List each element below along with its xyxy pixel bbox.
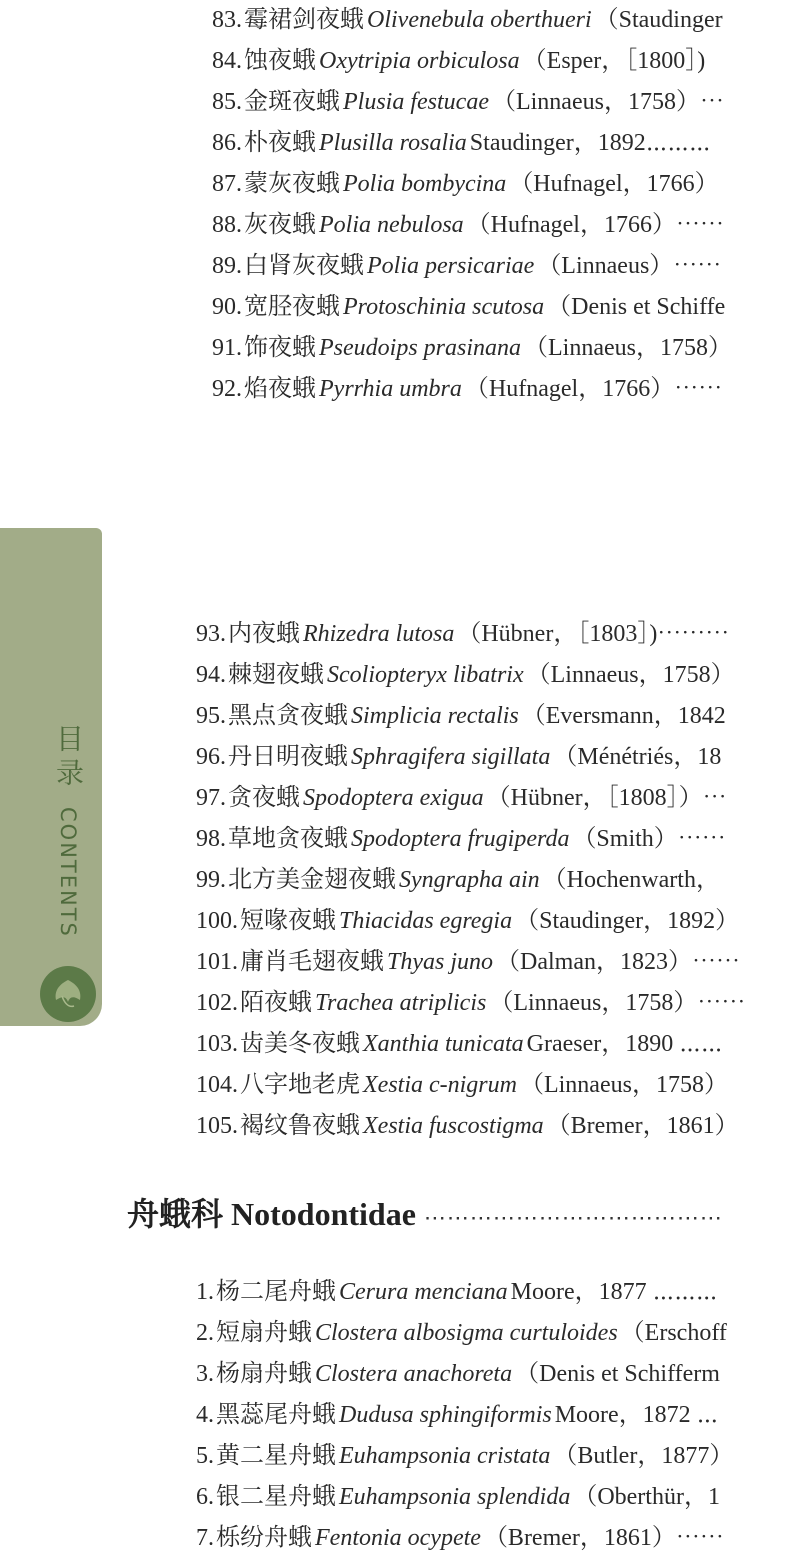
entry-number: 96.	[196, 744, 226, 770]
entry-author: （Hübner，［1808］）⋯	[486, 785, 727, 811]
toc-entry[interactable]	[196, 1070, 728, 1100]
toc-entry[interactable]	[196, 1029, 722, 1059]
entry-number: 105.	[196, 1113, 238, 1139]
entry-scientific-name: Olivenebula oberthueri	[367, 7, 592, 33]
entry-scientific-name: Syngrapha ain	[399, 867, 540, 893]
entry-author: （Staudinger，1892）	[515, 908, 740, 934]
entry-chinese-name: 短扇舟蛾	[216, 1320, 312, 1346]
entry-chinese-name: 饰夜蛾	[244, 335, 316, 361]
entry-number: 101.	[196, 949, 238, 975]
toc-entry[interactable]	[196, 783, 727, 813]
entry-chinese-name: 焰夜蛾	[244, 376, 316, 402]
toc-entry[interactable]	[212, 128, 711, 158]
entry-scientific-name: Plusilla rosalia	[319, 130, 467, 156]
entry-scientific-name: Spodoptera exigua	[303, 785, 484, 811]
toc-entry[interactable]	[196, 1523, 724, 1553]
entry-number: 90.	[212, 294, 242, 320]
entry-chinese-name: 蚀夜蛾	[244, 48, 316, 74]
entry-scientific-name: Dudusa sphingiformis	[339, 1402, 552, 1428]
toc-entry[interactable]	[196, 1400, 718, 1430]
entry-number: 6.	[196, 1484, 214, 1510]
toc-entry[interactable]	[196, 865, 720, 895]
entry-scientific-name: Clostera albosigma curtuloides	[315, 1320, 618, 1346]
entry-scientific-name: Scoliopteryx libatrix	[327, 662, 524, 688]
toc-entry[interactable]	[196, 619, 729, 649]
entry-chinese-name: 黑点贪夜蛾	[228, 703, 348, 729]
entry-scientific-name: Oxytripia orbiculosa	[319, 48, 520, 74]
toc-entry[interactable]	[196, 1482, 720, 1512]
entry-chinese-name: 短喙夜蛾	[240, 908, 336, 934]
entry-scientific-name: Cerura menciana	[339, 1279, 508, 1305]
entry-chinese-name: 蒙灰夜蛾	[244, 171, 340, 197]
toc-entry[interactable]	[212, 5, 723, 35]
toc-entry[interactable]	[196, 660, 735, 690]
entry-number: 103.	[196, 1031, 238, 1057]
entry-chinese-name: 陌夜蛾	[240, 990, 312, 1016]
entry-author: （Dalman，1823）⋯⋯	[496, 949, 740, 975]
entry-author: （Hochenwarth，	[542, 867, 720, 893]
entry-author: Moore，1872 ⋯	[554, 1402, 719, 1428]
entry-scientific-name: Spodoptera frugiperda	[351, 826, 570, 852]
entry-scientific-name: Fentonia ocypete	[315, 1525, 481, 1551]
entry-scientific-name: Rhizedra lutosa	[303, 621, 455, 647]
entry-chinese-name: 北方美金翅夜蛾	[228, 867, 396, 893]
entry-chinese-name: 杨二尾舟蛾	[216, 1279, 336, 1305]
entry-number: 4.	[196, 1402, 214, 1428]
toc-entry[interactable]	[212, 169, 719, 199]
entry-chinese-name: 贪夜蛾	[228, 785, 300, 811]
entry-chinese-name: 齿美冬夜蛾	[240, 1031, 360, 1057]
entry-chinese-name: 八字地老虎	[240, 1072, 360, 1098]
entry-number: 93.	[196, 621, 226, 647]
entry-chinese-name: 杨扇舟蛾	[216, 1361, 312, 1387]
leader-dots: ⋯⋯⋯⋯⋯⋯⋯⋯⋯⋯⋯⋯⋯	[423, 1205, 723, 1230]
toc-entry[interactable]	[196, 1359, 720, 1389]
contents-title-zh: 目录	[52, 724, 85, 792]
entry-number: 5.	[196, 1443, 214, 1469]
entry-author: （Denis et Schifferm	[515, 1361, 720, 1387]
entry-scientific-name: Xestia c-nigrum	[363, 1072, 517, 1098]
entry-scientific-name: Pyrrhia umbra	[319, 376, 462, 402]
entry-number: 91.	[212, 335, 242, 361]
entry-number: 1.	[196, 1279, 214, 1305]
toc-entry[interactable]	[212, 374, 722, 404]
contents-title-en: CONTENTS	[56, 807, 80, 938]
entry-number: 104.	[196, 1072, 238, 1098]
entry-number: 86.	[212, 130, 242, 156]
entry-scientific-name: Pseudoips prasinana	[319, 335, 522, 361]
entry-chinese-name: 金斑夜蛾	[244, 89, 340, 115]
entry-author: （Hufnagel，1766）⋯⋯	[466, 212, 724, 238]
entry-author: （Hübner，［1803］)⋯⋯⋯	[457, 621, 730, 647]
entry-chinese-name: 丹日明夜蛾	[228, 744, 348, 770]
entry-number: 99.	[196, 867, 226, 893]
toc-entry[interactable]	[212, 210, 724, 240]
toc-entry[interactable]	[196, 1277, 717, 1307]
entry-chinese-name: 宽胫夜蛾	[244, 294, 340, 320]
toc-entry[interactable]	[212, 251, 721, 281]
entry-number: 100.	[196, 908, 238, 934]
entry-chinese-name: 霉裙剑夜蛾	[244, 7, 364, 33]
entry-author: （Hufnagel，1766）	[509, 171, 719, 197]
entry-number: 87.	[212, 171, 242, 197]
entry-chinese-name: 黑蕊尾舟蛾	[216, 1402, 336, 1428]
toc-entry[interactable]	[196, 701, 726, 731]
entry-number: 102.	[196, 990, 238, 1016]
entry-scientific-name: Xanthia tunicata	[363, 1031, 524, 1057]
entry-scientific-name: Plusia festucae	[343, 89, 489, 115]
section-title-zh: 舟蛾科	[127, 1196, 224, 1232]
entry-author: （Hufnagel，1766）⋯⋯	[464, 376, 723, 402]
entry-author: （Denis et Schiffe	[547, 294, 726, 320]
toc-entry[interactable]	[196, 1441, 733, 1471]
toc-entry[interactable]	[212, 292, 725, 322]
entry-number: 94.	[196, 662, 226, 688]
entry-chinese-name: 褐纹鲁夜蛾	[240, 1113, 360, 1139]
toc-entry[interactable]	[196, 1111, 739, 1141]
entry-number: 84.	[212, 48, 242, 74]
entry-author: （Linnaeus，1758）	[524, 335, 732, 361]
entry-author: （Smith）⋯⋯	[572, 826, 726, 852]
entry-chinese-name: 银二星舟蛾	[216, 1484, 336, 1510]
entry-number: 88.	[212, 212, 242, 238]
entry-author: （Linnaeus）⋯⋯	[537, 253, 722, 279]
entry-chinese-name: 棘翅夜蛾	[228, 662, 324, 688]
entry-chinese-name: 庸肖毛翅夜蛾	[240, 949, 384, 975]
entry-scientific-name: Thiacidas egregia	[339, 908, 513, 934]
entry-author: Staudinger，1892⋯⋯⋯	[469, 130, 711, 156]
entry-number: 3.	[196, 1361, 214, 1387]
entry-chinese-name: 朴夜蛾	[244, 130, 316, 156]
entry-scientific-name: Polia persicariae	[367, 253, 535, 279]
entry-number: 85.	[212, 89, 242, 115]
toc-entry[interactable]	[196, 906, 739, 936]
entry-chinese-name: 黄二星舟蛾	[216, 1443, 336, 1469]
entry-number: 92.	[212, 376, 242, 402]
entry-scientific-name: Thyas juno	[387, 949, 494, 975]
toc-entry[interactable]	[196, 824, 726, 854]
entry-scientific-name: Euhampsonia cristata	[339, 1443, 551, 1469]
entry-author: （Eversmann，1842	[521, 703, 726, 729]
entry-scientific-name: Sphragifera sigillata	[351, 744, 551, 770]
entry-chinese-name: 草地贪夜蛾	[228, 826, 348, 852]
entry-author: （Ménétriés，18	[553, 744, 722, 770]
toc-entry[interactable]	[196, 988, 745, 1018]
entry-scientific-name: Protoschinia scutosa	[343, 294, 545, 320]
toc-entry[interactable]	[196, 742, 721, 772]
entry-scientific-name: Trachea atriplicis	[315, 990, 487, 1016]
entry-author: （Linnaeus，1758）⋯	[491, 89, 724, 115]
section-heading-notodontidae[interactable]	[127, 1194, 723, 1238]
entry-author: （Bremer，1861）⋯⋯	[483, 1525, 724, 1551]
toc-entry[interactable]	[212, 46, 705, 76]
entry-chinese-name: 白肾灰夜蛾	[244, 253, 364, 279]
entry-author: （Oberthür，1	[573, 1484, 720, 1510]
entry-scientific-name: Xestia fuscostigma	[363, 1113, 544, 1139]
entry-number: 97.	[196, 785, 226, 811]
entry-number: 7.	[196, 1525, 214, 1551]
entry-number: 98.	[196, 826, 226, 852]
entry-number: 2.	[196, 1320, 214, 1346]
entry-chinese-name: 灰夜蛾	[244, 212, 316, 238]
entry-author: （Staudinger	[594, 7, 723, 33]
entry-number: 95.	[196, 703, 226, 729]
entry-scientific-name: Clostera anachoreta	[315, 1361, 513, 1387]
moth-emblem-icon	[40, 966, 96, 1022]
entry-author: Graeser，1890 ⋯⋯	[526, 1031, 723, 1057]
toc-entry[interactable]	[212, 333, 732, 363]
entry-scientific-name: Polia bombycina	[343, 171, 507, 197]
contents-tab-title	[48, 724, 88, 938]
entry-scientific-name: Euhampsonia splendida	[339, 1484, 571, 1510]
entry-author: Moore，1877 ⋯⋯⋯	[510, 1279, 718, 1305]
section-title-latin: Notodontidae	[231, 1196, 416, 1232]
entry-author: （Linnaeus，1758）	[526, 662, 735, 688]
entry-author: （Linnaeus，1758）⋯⋯	[489, 990, 746, 1016]
entry-scientific-name: Simplicia rectalis	[351, 703, 519, 729]
entry-chinese-name: 栎纷舟蛾	[216, 1525, 312, 1551]
toc-entry[interactable]	[212, 87, 724, 117]
entry-number: 89.	[212, 253, 242, 279]
entry-author: （Bremer，1861）	[546, 1113, 739, 1139]
entry-author: （Esper，［1800］)	[522, 48, 706, 74]
entry-author: （Butler，1877）	[553, 1443, 734, 1469]
entry-author: （Linnaeus，1758）	[519, 1072, 728, 1098]
entry-chinese-name: 内夜蛾	[228, 621, 300, 647]
toc-entry[interactable]	[196, 1318, 727, 1348]
toc-entry[interactable]	[196, 947, 740, 977]
entry-scientific-name: Polia nebulosa	[319, 212, 464, 238]
entry-number: 83.	[212, 7, 242, 33]
entry-author: （Erschoff	[620, 1320, 727, 1346]
